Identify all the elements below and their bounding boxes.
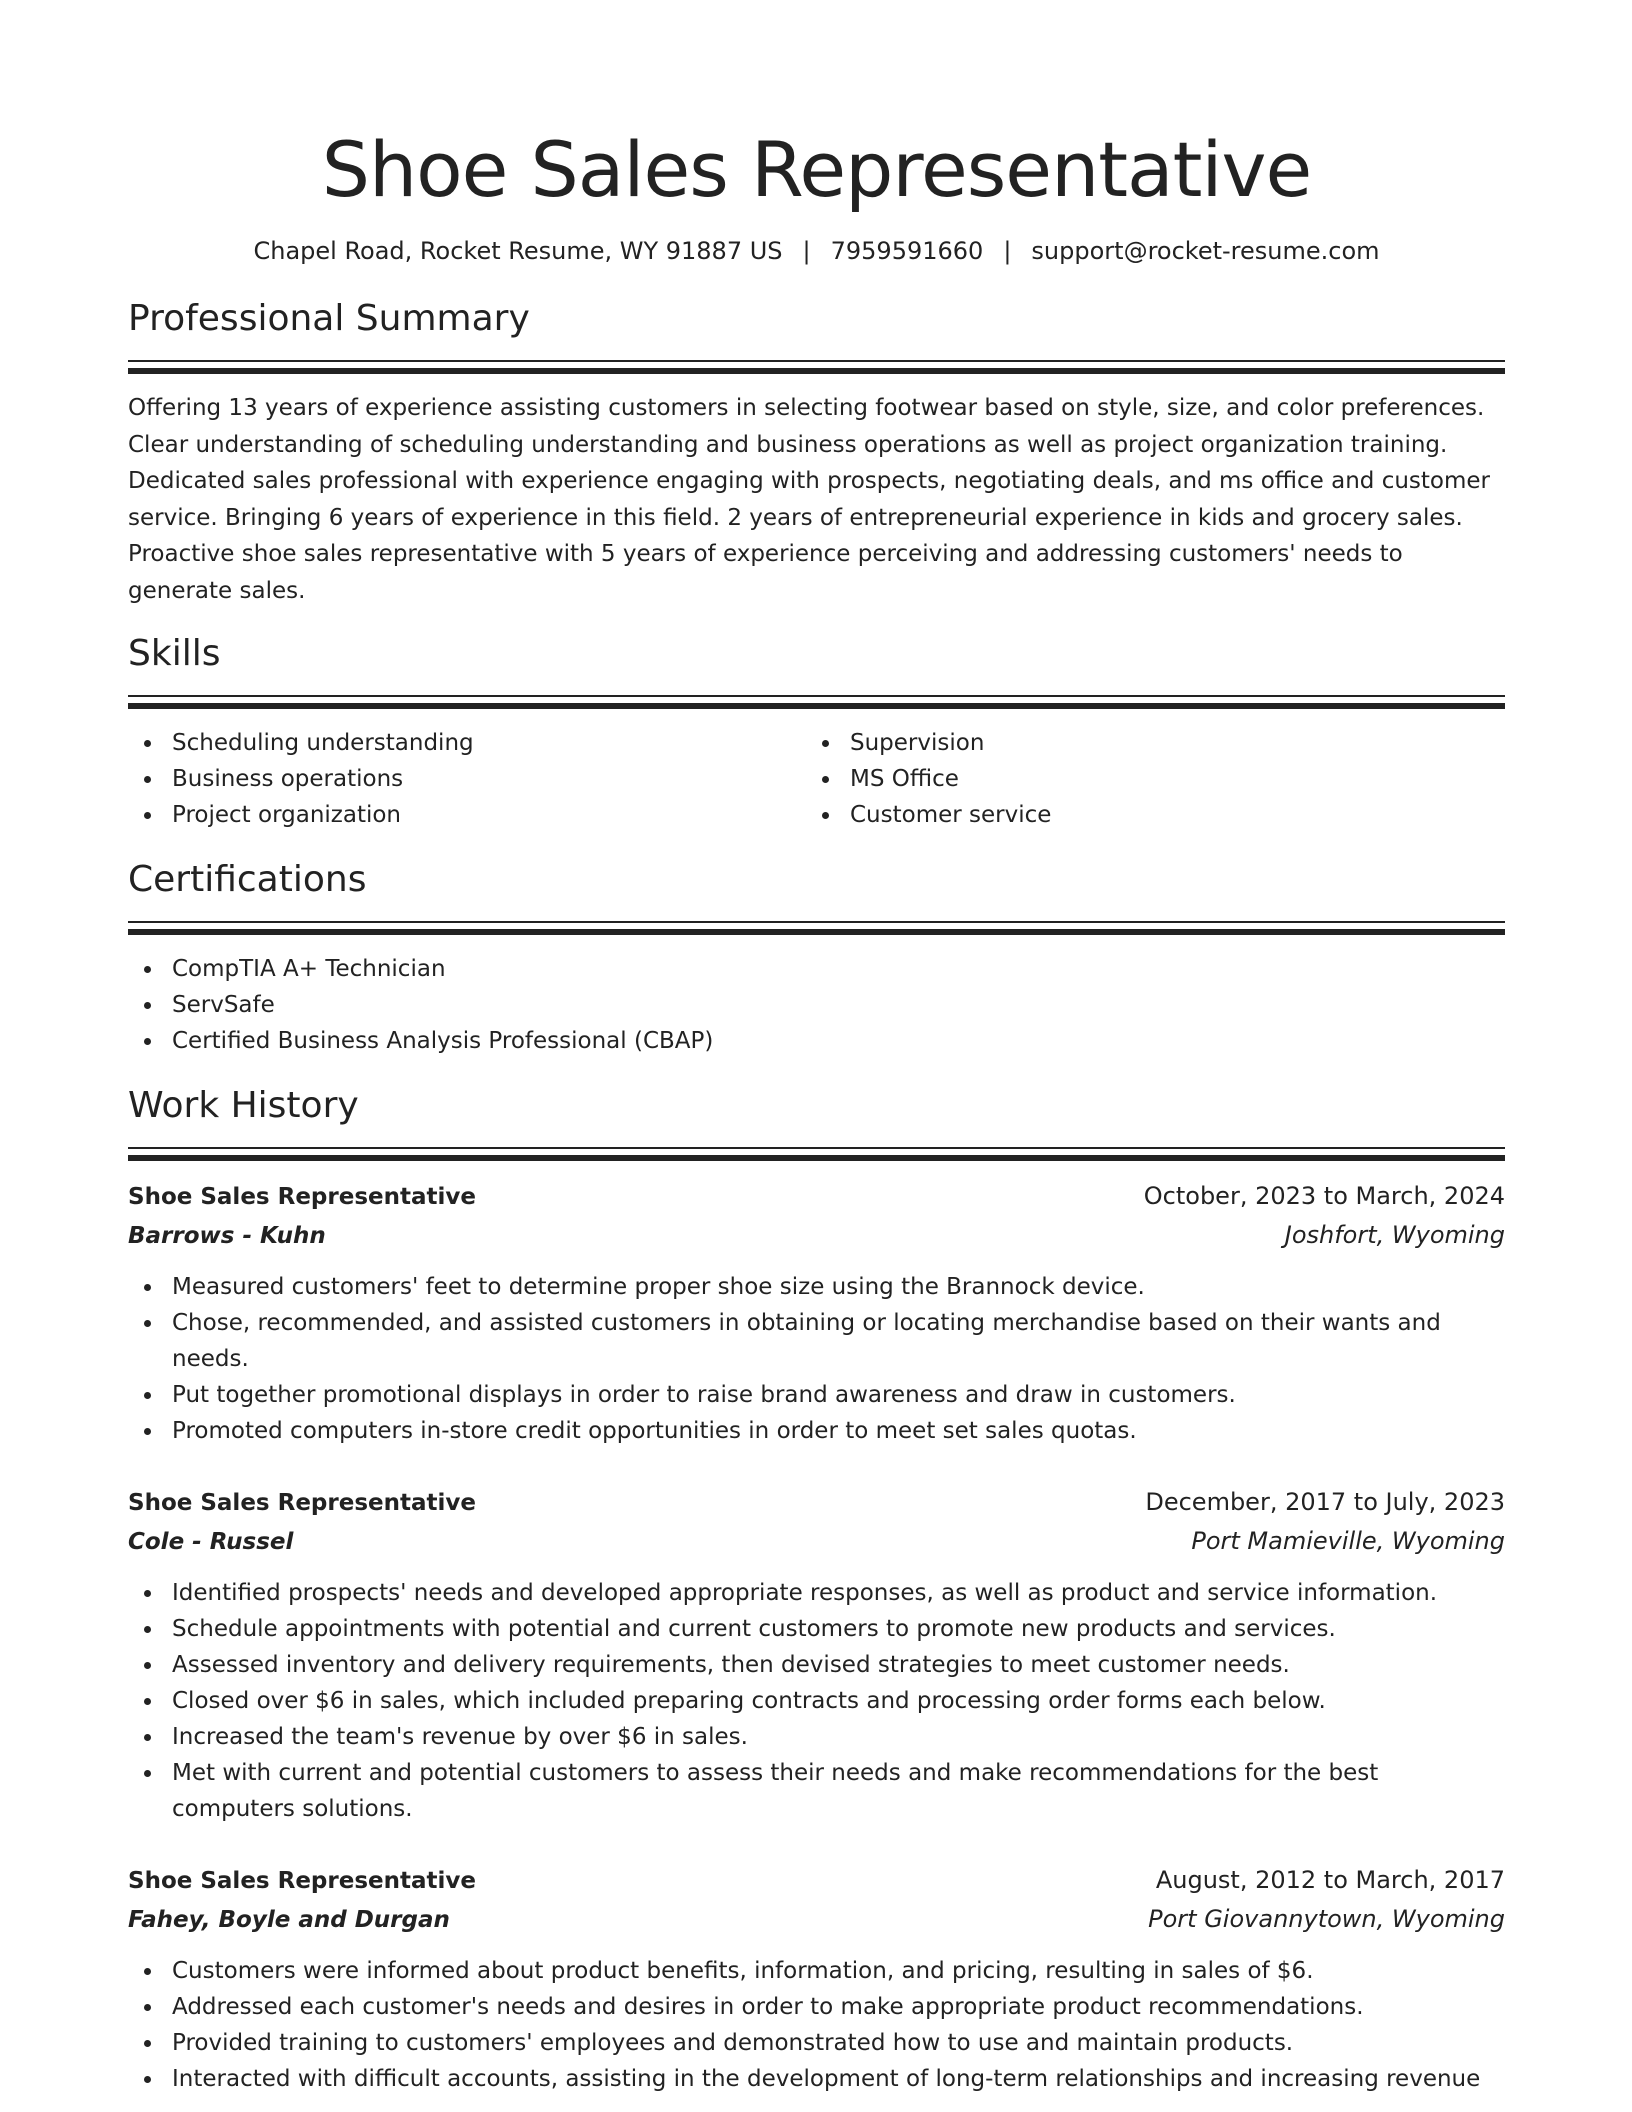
section-divider	[128, 360, 1505, 374]
job-entry	[128, 1177, 1505, 1449]
job-dates: August, 2012 to March, 2017	[1155, 1866, 1505, 1894]
section-divider	[128, 695, 1505, 709]
job-title: Shoe Sales Representative	[128, 1490, 476, 1516]
job-bullet: Put together promotional displays in order to raise brand awareness and draw in customers.	[128, 1377, 1505, 1413]
job-bullet: Chose, recommended, and assisted customers in obtaining or locating merchandise based on their wants and needs.	[128, 1305, 1505, 1377]
job-header-row	[128, 1483, 1505, 1522]
job-bullet: Provided training to customers' employees and demonstrated how to use and maintain products.	[128, 2025, 1505, 2061]
section-title-work-history: Work History	[128, 1085, 359, 1126]
certifications-section	[128, 855, 1505, 1059]
skill-item: Supervision	[806, 725, 1484, 761]
job-dates: October, 2023 to March, 2024	[1143, 1182, 1505, 1210]
skill-item: Customer service	[806, 797, 1484, 833]
certification-item: CompTIA A+ Technician	[128, 951, 1505, 987]
job-company: Cole - Russel	[128, 1529, 294, 1555]
job-company-row	[128, 1900, 1505, 1939]
job-company-row	[128, 1522, 1505, 1561]
resume-name: Shoe Sales Representative	[321, 125, 1312, 214]
certification-item: ServSafe	[128, 987, 1505, 1023]
skills-grid	[128, 725, 1505, 833]
job-title: Shoe Sales Representative	[128, 1868, 476, 1894]
contact-phone: 7959591660	[830, 237, 984, 265]
job-company: Fahey, Boyle and Durgan	[128, 1907, 450, 1933]
job-bullets	[128, 1953, 1505, 2097]
skill-item: MS Office	[806, 761, 1484, 797]
contact-address: Chapel Road, Rocket Resume, WY 91887 US	[253, 237, 783, 265]
skill-item: Business operations	[128, 761, 806, 797]
skills-section	[128, 629, 1505, 833]
job-entry	[128, 1861, 1505, 2097]
contact-line	[128, 234, 1505, 268]
job-bullet: Addressed each customer's needs and desires in order to make appropriate product recommendations.	[128, 1989, 1505, 2025]
certifications-list	[128, 951, 1505, 1059]
section-title-summary: Professional Summary	[128, 298, 530, 339]
job-title: Shoe Sales Representative	[128, 1184, 476, 1210]
resume-page	[128, 0, 1505, 2097]
job-bullet: Customers were informed about product benefits, information, and pricing, resulting in sales of $6.	[128, 1953, 1505, 1989]
contact-separator: |	[1003, 237, 1012, 265]
job-bullet: Identified prospects' needs and developed appropriate responses, as well as product and service information.	[128, 1575, 1505, 1611]
job-dates: December, 2017 to July, 2023	[1145, 1488, 1505, 1516]
certification-item: Certified Business Analysis Professional (CBAP)	[128, 1023, 1505, 1059]
job-company: Barrows - Kuhn	[128, 1223, 326, 1249]
job-bullet: Met with current and potential customers to assess their needs and make recommendations for the best computers solutions.	[128, 1755, 1505, 1827]
job-header-row	[128, 1861, 1505, 1900]
summary-text: Offering 13 years of experience assisting customers in selecting footwear based on style, size, and color preferences. Clear understanding of scheduling understanding and business operations as well as project organization training. Dedicated sales professional with experience engaging with prospects, negotiating deals, and ms office and customer service. Bringing 6 years of experience in this field. 2 years of entrepreneurial experience in kids and grocery sales. Proactive shoe sales representative with 5 years of experience perceiving and addressing customers' needs to generate sales.	[128, 395, 1490, 604]
section-divider	[128, 921, 1505, 935]
job-bullets	[128, 1575, 1505, 1827]
contact-email: support@rocket-resume.com	[1031, 237, 1380, 265]
section-title-skills: Skills	[128, 633, 221, 674]
job-location: Port Mamieville, Wyoming	[1191, 1527, 1505, 1555]
section-divider	[128, 1147, 1505, 1161]
job-location: Joshfort, Wyoming	[1284, 1221, 1505, 1249]
job-bullet: Measured customers' feet to determine proper shoe size using the Brannock device.	[128, 1269, 1505, 1305]
skill-item: Scheduling understanding	[128, 725, 806, 761]
job-bullets	[128, 1269, 1505, 1449]
job-bullet: Closed over $6 in sales, which included preparing contracts and processing order forms each below.	[128, 1683, 1505, 1719]
skills-column-left	[128, 725, 806, 833]
skill-item: Project organization	[128, 797, 806, 833]
job-bullet: Assessed inventory and delivery requirements, then devised strategies to meet customer needs.	[128, 1647, 1505, 1683]
job-location: Port Giovannytown, Wyoming	[1148, 1905, 1505, 1933]
job-company-row	[128, 1216, 1505, 1255]
summary-section	[128, 294, 1505, 609]
job-bullet: Interacted with difficult accounts, assisting in the development of long-term relationships and increasing revenue	[128, 2061, 1505, 2097]
job-bullet: Increased the team's revenue by over $6 in sales.	[128, 1719, 1505, 1755]
job-bullet: Promoted computers in-store credit opportunities in order to meet set sales quotas.	[128, 1413, 1505, 1449]
work-history-section	[128, 1081, 1505, 2097]
section-title-certifications: Certifications	[128, 859, 367, 900]
job-bullet: Schedule appointments with potential and current customers to promote new products and services.	[128, 1611, 1505, 1647]
contact-separator: |	[802, 237, 811, 265]
job-header-row	[128, 1177, 1505, 1216]
skills-column-right	[806, 725, 1484, 833]
job-entry	[128, 1483, 1505, 1827]
